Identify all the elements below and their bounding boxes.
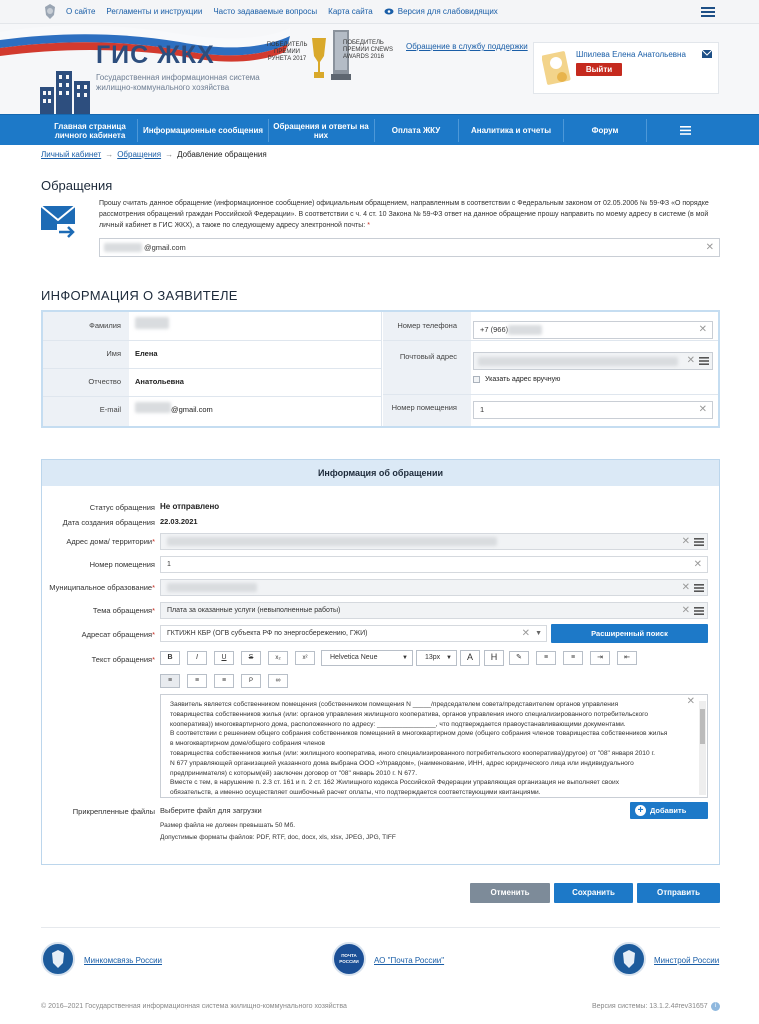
- house-address-input[interactable]: [160, 533, 708, 550]
- clear-icon[interactable]: ✕: [681, 536, 690, 547]
- nav-item-appeals[interactable]: Обращения и ответы на них: [273, 121, 369, 140]
- municipality-input[interactable]: [160, 579, 708, 596]
- nav-divider: [563, 119, 564, 142]
- font-size-select[interactable]: [416, 650, 457, 666]
- coat-of-arms-icon: [42, 3, 58, 20]
- postal-address-label: Почтовый адрес: [399, 352, 457, 361]
- appeal-text-editor[interactable]: [160, 694, 708, 798]
- advanced-search-button[interactable]: Расширенный поиск: [551, 624, 708, 643]
- applicant-panel: [41, 310, 720, 428]
- clear-icon[interactable]: ✕: [705, 242, 714, 253]
- nav-item-home[interactable]: Главная страница личного кабинета: [54, 121, 126, 140]
- scrollbar-thumb[interactable]: [700, 709, 705, 744]
- breadcrumb-current: Добавление обращения: [177, 150, 267, 159]
- logo-buildings-icon: [40, 69, 90, 115]
- subscript-button[interactable]: x₂: [268, 651, 288, 665]
- file-choose-hint: Выберите файл для загрузки: [160, 806, 262, 815]
- envelope-arrow-icon: [41, 200, 81, 242]
- partner-link[interactable]: Минстрой России: [654, 956, 720, 965]
- clear-icon[interactable]: ✕: [693, 559, 702, 570]
- support-request-link[interactable]: Обращение в службу поддержки: [406, 42, 528, 51]
- topic-value: Плата за оказанные услуги (невыполненные работы): [167, 607, 341, 614]
- file-formats-hint: Допустимые форматы файлов: PDF, RTF, doc, docx, xls, xlsx, JPEG, JPG, TIFF: [160, 834, 396, 841]
- font-family-value: Helvetica Neue: [330, 654, 378, 661]
- redacted-value: [478, 357, 678, 366]
- list-icon[interactable]: [694, 538, 704, 546]
- sitemap-link[interactable]: Карта сайта: [328, 7, 373, 16]
- award-cnews: ПОБЕДИТЕЛЬ ПРЕМИИ CNEWS AWARDS 2016: [343, 40, 393, 60]
- row-divider: [43, 368, 382, 369]
- system-version: Версия системы: 13.1.2.4#rev31657: [592, 1003, 708, 1010]
- strikethrough-button[interactable]: S: [241, 651, 261, 665]
- clear-icon[interactable]: ✕: [521, 628, 530, 639]
- nav-divider: [137, 119, 138, 142]
- nav-divider: [374, 119, 375, 142]
- appeal-room-value: 1: [167, 561, 171, 568]
- faq-link[interactable]: Часто задаваемые вопросы: [213, 7, 318, 16]
- user-name[interactable]: Шпилева Елена Анатольевна: [576, 50, 686, 59]
- text-line: В соответствии с решением общего собрания собственников помещений в многоквартирном доме (общего собрания членов товарищества собственников жилья: [170, 730, 668, 738]
- list-icon[interactable]: [694, 584, 704, 592]
- topic-label: Тема обращения*: [92, 606, 155, 615]
- topic-select[interactable]: [160, 602, 708, 619]
- name-label: Имя: [106, 349, 121, 358]
- unordered-list-icon[interactable]: ≡: [563, 651, 583, 665]
- reply-email-field[interactable]: [99, 238, 720, 257]
- redacted-value: [167, 537, 497, 546]
- appeal-info-panel: [41, 459, 720, 865]
- text-line: N 677 управляющей организацией указанного дома выбрана ООО «Управдом», (наименование, ИНН, адрес юридического лица или индивидуального: [170, 759, 634, 767]
- cancel-button[interactable]: Отменить: [470, 883, 550, 903]
- name-value: Елена: [135, 349, 158, 358]
- underline-button[interactable]: U: [214, 651, 234, 665]
- status-value: Не отправлено: [160, 502, 220, 511]
- addressee-label: Адресат обращения*: [81, 630, 155, 639]
- patronymic-value: Анатольевна: [135, 377, 184, 386]
- highlight-button[interactable]: H: [484, 650, 504, 666]
- clear-icon[interactable]: ✕: [681, 582, 690, 593]
- text-line: Вместе с тем, в нарушение п. 2.3 ст. 161 и п. 2 ст. 162 Жилищного кодекса Российской Федерации управляющая организация не выполняет своих: [170, 779, 619, 787]
- phone-label: Номер телефона: [397, 321, 457, 330]
- email-label: E-mail: [99, 405, 121, 414]
- outdent-icon[interactable]: ⇤: [617, 651, 637, 665]
- phone-input[interactable]: [473, 321, 713, 339]
- clear-icon[interactable]: ✕: [698, 324, 707, 335]
- breadcrumb-appeals[interactable]: Обращения: [117, 150, 162, 159]
- plus-icon: +: [635, 805, 646, 816]
- redacted-value: [104, 243, 142, 252]
- column-divider: [381, 312, 382, 426]
- site-header: [0, 24, 759, 114]
- text-line: в многоквартирном доме/общего собрания членов: [170, 740, 326, 748]
- text-line: товарищества собственников жилья (или: органов управления жилищного кооператива, органов управления иного специализированного потребительского: [170, 710, 649, 718]
- partner-minkomsvyaz[interactable]: [41, 942, 181, 978]
- house-address-label: Адрес дома/ территории*: [66, 537, 155, 546]
- align-center-icon[interactable]: ≡: [187, 674, 207, 688]
- text-line: Заявитель является собственником помещения (собственником помещения N _____/председателем совета/представителем органов управления: [170, 701, 619, 708]
- regulations-link[interactable]: Регламенты и инструкции: [106, 7, 203, 16]
- text-line: предпринимателя) с которым(ей) заключен договор от "08" январь 2010 г. N 677.: [170, 769, 418, 777]
- mail-icon[interactable]: [702, 50, 712, 58]
- add-file-label: Добавить файл: [650, 806, 687, 832]
- text-color-button[interactable]: A: [460, 650, 480, 666]
- logo-title[interactable]: ГИС ЖКХ: [96, 41, 215, 69]
- attached-files-label: Прикрепленные файлы: [72, 807, 155, 816]
- row-divider: [43, 340, 382, 341]
- consent-text: [99, 198, 719, 231]
- logo-subtitle: Государственная информационная система жилищно-коммунального хозяйства: [96, 73, 260, 92]
- nav-item-payment[interactable]: Оплата ЖКУ: [391, 126, 441, 135]
- align-left-icon[interactable]: ≡: [160, 674, 180, 688]
- paragraph-button[interactable]: P: [241, 674, 261, 688]
- menu-icon[interactable]: [701, 7, 715, 17]
- row-divider: [383, 394, 718, 395]
- email-value-redacted: [135, 402, 171, 413]
- room-number-value: 1: [480, 405, 485, 414]
- addressee-value: ГКТИЖН КБР (ОГВ субъекта РФ по энергосбережению, ГЖИ): [167, 630, 368, 637]
- link-icon[interactable]: ∞: [268, 674, 288, 688]
- clear-icon[interactable]: ✕: [681, 605, 690, 616]
- created-date-value: 22.03.2021: [160, 517, 198, 526]
- post-logo-text: ПОЧТА РОССИИ: [339, 953, 359, 964]
- appeal-info-header: Информация об обращении: [42, 460, 719, 486]
- scrollbar[interactable]: [699, 701, 706, 795]
- partner-minstroy[interactable]: [612, 942, 732, 978]
- nav-divider: [458, 119, 459, 142]
- required-mark: *: [367, 222, 370, 229]
- partner-link[interactable]: Минкомсвязь России: [84, 956, 163, 965]
- municipality-label: Муниципальное образование*: [49, 583, 155, 592]
- chevron-down-icon: ▼: [446, 655, 452, 661]
- italic-button[interactable]: I: [187, 651, 207, 665]
- user-avatar: [542, 47, 576, 87]
- indent-icon[interactable]: ⇥: [590, 651, 610, 665]
- status-label: Статус обращения: [89, 503, 155, 512]
- clear-icon[interactable]: ✕: [686, 696, 695, 707]
- postal-address-input[interactable]: [473, 352, 713, 370]
- redacted-value: [167, 583, 257, 592]
- nav-more-icon[interactable]: [680, 126, 691, 135]
- consent-body: Прошу считать данное обращение (информационное сообщение) официальным обращением, направленным в соответствии с Федеральным законом от 02.05.2006 № 59-ФЗ «О порядке рассмотрения обращений граждан Российской Федерации». В соответствии с ч. 4 ст. 10 Закона № 59-ФЗ ответ на данное обращение прошу направить по моему адресу в системе (в мой личный кабинет в ГИС ЖКХ), а также по следующему адресу электронной почты:: [99, 200, 709, 229]
- manual-address-label: Указать адрес вручную: [485, 376, 561, 383]
- save-button[interactable]: Сохранить: [554, 883, 633, 903]
- surname-label: Фамилия: [89, 321, 121, 330]
- partner-link[interactable]: АО "Почта России": [374, 956, 445, 965]
- footer-divider: [41, 927, 720, 928]
- breadcrumb-cabinet[interactable]: Личный кабинет: [41, 150, 102, 159]
- row-divider: [383, 340, 718, 341]
- dropdown-arrow-icon[interactable]: ▼: [535, 630, 542, 637]
- text-line: обязательств, а именно осуществляет ошибочный расчет оплаты, что подтверждается соответствующими квитанциями.: [170, 789, 541, 797]
- appeal-room-label: Номер помещения: [89, 560, 155, 569]
- reply-email-value: @gmail.com: [144, 243, 186, 252]
- created-date-label: Дата создания обращения: [62, 518, 155, 527]
- bold-button[interactable]: B: [160, 651, 180, 665]
- clear-icon[interactable]: ✕: [686, 355, 695, 366]
- send-button[interactable]: Отправить: [637, 883, 720, 903]
- email-value: @gmail.com: [171, 405, 213, 414]
- font-family-select[interactable]: [321, 650, 413, 666]
- appeal-room-input[interactable]: [160, 556, 708, 573]
- room-number-input[interactable]: [473, 401, 713, 419]
- info-icon[interactable]: i: [711, 1002, 720, 1011]
- patronymic-label: Отчество: [88, 377, 121, 386]
- breadcrumb-arrow-icon: →: [165, 150, 174, 159]
- manual-address-checkbox[interactable]: [473, 376, 480, 383]
- text-line: кооператива)) многоквартирного дома, расположенного по адресу: ________________, что подтверждается правоустанавливающими документами.: [170, 720, 626, 728]
- breadcrumb: [41, 150, 267, 159]
- visually-impaired-link[interactable]: [384, 7, 498, 16]
- nav-item-forum[interactable]: Форум: [591, 126, 619, 135]
- font-size-value: 13px: [425, 654, 441, 661]
- text-line: товарищества собственников жилья (или: жилищного кооператива, иного специализированного потребительского кооператива)/другое) от "08" января 2010 г.: [170, 749, 655, 757]
- ordered-list-icon[interactable]: ≡: [536, 651, 556, 665]
- eye-icon: [384, 8, 394, 15]
- award-runet: ПОБЕДИТЕЛЬ ПРЕМИИ РУНЕТА 2017: [266, 42, 308, 62]
- redacted-value: [508, 325, 542, 335]
- logout-button[interactable]: Выйти: [576, 63, 622, 76]
- superscript-button[interactable]: x²: [295, 651, 315, 665]
- file-size-hint: Размер файла не должен превышать 50 Мб.: [160, 822, 296, 829]
- applicant-section-title: ИНФОРМАЦИЯ О ЗАЯВИТЕЛЕ: [41, 288, 238, 303]
- page-title: Обращения: [41, 178, 113, 193]
- room-number-label: Номер помещения: [391, 403, 457, 412]
- phone-value: +7 (966): [480, 325, 509, 334]
- partner-russian-post[interactable]: [332, 942, 472, 978]
- post-logo-icon: [332, 942, 366, 976]
- surname-value-redacted: [135, 317, 169, 329]
- align-right-icon[interactable]: ≡: [214, 674, 234, 688]
- copyright: © 2016–2021 Государственная информационная система жилищно-коммунального хозяйства: [41, 1003, 347, 1010]
- nav-divider: [646, 119, 647, 142]
- nav-divider: [268, 119, 269, 142]
- nav-item-info-messages[interactable]: Информационные сообщения: [142, 126, 264, 135]
- top-utility-bar: [0, 0, 759, 24]
- chevron-down-icon: ▼: [402, 655, 408, 661]
- eraser-icon[interactable]: ✎: [509, 651, 529, 665]
- list-icon[interactable]: [699, 357, 709, 365]
- about-link[interactable]: О сайте: [66, 7, 96, 16]
- user-panel: [533, 42, 719, 94]
- breadcrumb-arrow-icon: →: [105, 150, 114, 159]
- row-divider: [43, 396, 382, 397]
- nav-item-analytics[interactable]: Аналитика и отчеты: [470, 126, 552, 135]
- ministry-emblem-icon: [612, 942, 646, 976]
- add-file-button[interactable]: [630, 802, 708, 832]
- list-icon[interactable]: [694, 607, 704, 615]
- clear-icon[interactable]: ✕: [698, 404, 707, 415]
- addressee-select[interactable]: [160, 625, 547, 642]
- main-navigation: [0, 114, 759, 145]
- ministry-emblem-icon: [41, 942, 75, 976]
- appeal-text-label: Текст обращения*: [91, 655, 155, 664]
- award-cup-icon: [308, 36, 330, 80]
- visually-impaired-label: Версия для слабовидящих: [397, 7, 498, 16]
